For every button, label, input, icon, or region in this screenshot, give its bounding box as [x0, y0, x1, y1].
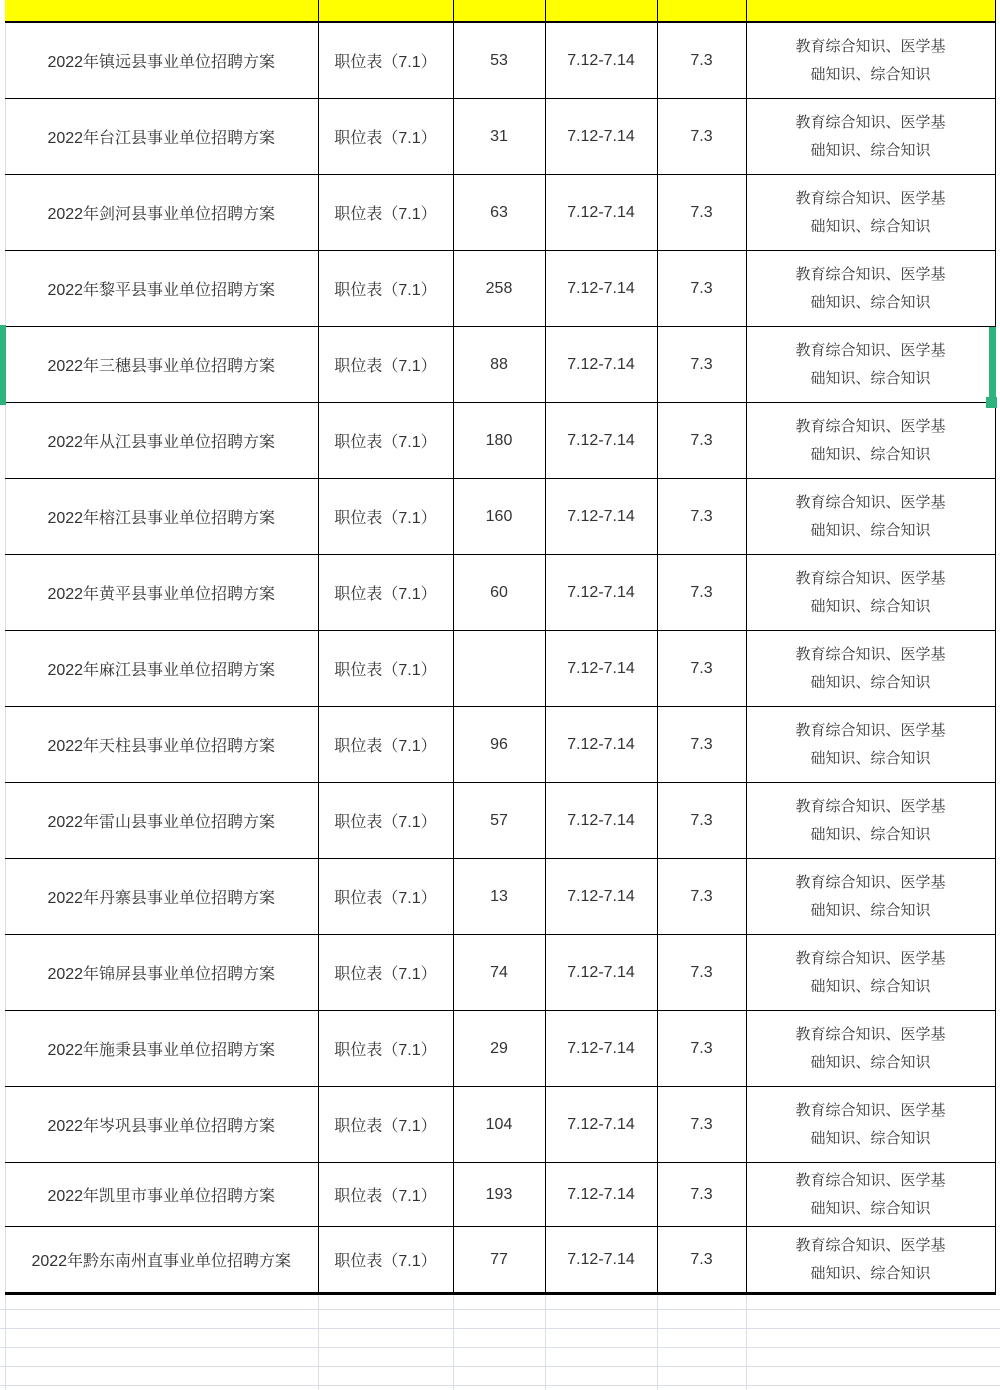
plan-name-cell[interactable]: 2022年雷山县事业单位招聘方案 — [5, 783, 318, 859]
header-cell-date-range[interactable] — [545, 0, 657, 22]
position-table-cell[interactable]: 职位表（7.1） — [318, 1011, 453, 1087]
subjects-cell[interactable] — [746, 631, 995, 707]
recruit-count-cell[interactable]: 88 — [453, 327, 545, 403]
date-cell[interactable]: 7.3 — [657, 403, 746, 479]
recruit-count-cell[interactable]: 193 — [453, 1163, 545, 1227]
recruit-count-cell[interactable]: 180 — [453, 403, 545, 479]
position-table-cell[interactable]: 职位表（7.1） — [318, 251, 453, 327]
recruit-count-cell[interactable]: 13 — [453, 859, 545, 935]
subjects-text: 教育综合知识、医学基础知识、综合知识 — [795, 341, 946, 387]
recruit-count-cell[interactable]: 258 — [453, 251, 545, 327]
date-range-cell[interactable]: 7.12-7.14 — [545, 479, 657, 555]
subjects-cell[interactable] — [746, 935, 995, 1011]
plan-name-cell[interactable]: 2022年凯里市事业单位招聘方案 — [5, 1163, 318, 1227]
date-range-cell[interactable]: 7.12-7.14 — [545, 1087, 657, 1163]
recruit-count-cell[interactable]: 29 — [453, 1011, 545, 1087]
subjects-text: 教育综合知识、医学基础知识、综合知识 — [795, 1171, 946, 1217]
date-range-cell[interactable]: 7.12-7.14 — [545, 555, 657, 631]
table-row — [5, 403, 995, 479]
date-range-cell[interactable]: 7.12-7.14 — [545, 99, 657, 175]
subjects-text: 教育综合知识、医学基础知识、综合知识 — [795, 569, 946, 615]
recruit-count-cell[interactable]: 74 — [453, 935, 545, 1011]
subjects-text: 教育综合知识、医学基础知识、综合知识 — [795, 645, 946, 691]
table-header-row — [5, 0, 995, 22]
table-row — [5, 1011, 995, 1087]
recruit-count-cell[interactable]: 77 — [453, 1227, 545, 1294]
subjects-cell[interactable] — [746, 1163, 995, 1227]
date-cell[interactable]: 7.3 — [657, 99, 746, 175]
row-selection-left-border — [0, 325, 6, 405]
plan-name-cell[interactable]: 2022年黔东南州直事业单位招聘方案 — [5, 1227, 318, 1294]
date-cell[interactable]: 7.3 — [657, 479, 746, 555]
plan-name-cell[interactable]: 2022年剑河县事业单位招聘方案 — [5, 175, 318, 251]
subjects-cell[interactable] — [746, 479, 995, 555]
gridline-horizontal — [0, 1328, 1000, 1329]
subjects-cell[interactable] — [746, 403, 995, 479]
subjects-text: 教育综合知识、医学基础知识、综合知识 — [795, 417, 946, 463]
subjects-text: 教育综合知识、医学基础知识、综合知识 — [795, 1101, 946, 1147]
date-cell[interactable]: 7.3 — [657, 327, 746, 403]
date-cell[interactable]: 7.3 — [657, 631, 746, 707]
position-table-cell[interactable]: 职位表（7.1） — [318, 631, 453, 707]
date-cell[interactable]: 7.3 — [657, 783, 746, 859]
gridline-horizontal — [0, 1347, 1000, 1348]
header-cell-plan[interactable] — [5, 0, 318, 22]
date-cell[interactable]: 7.3 — [657, 251, 746, 327]
table-row — [5, 327, 995, 403]
gridline-horizontal — [0, 1385, 1000, 1386]
subjects-cell[interactable] — [746, 783, 995, 859]
subjects-cell[interactable] — [746, 555, 995, 631]
position-table-cell[interactable]: 职位表（7.1） — [318, 1087, 453, 1163]
position-table-cell[interactable]: 职位表（7.1） — [318, 935, 453, 1011]
date-range-cell[interactable]: 7.12-7.14 — [545, 631, 657, 707]
gridline-horizontal — [0, 1309, 1000, 1310]
plan-name-cell[interactable]: 2022年台江县事业单位招聘方案 — [5, 99, 318, 175]
table-row — [5, 859, 995, 935]
date-range-cell[interactable]: 7.12-7.14 — [545, 175, 657, 251]
recruitment-plan-table — [5, 0, 996, 1295]
table-row — [5, 22, 995, 99]
date-range-cell[interactable]: 7.12-7.14 — [545, 1011, 657, 1087]
subjects-text: 教育综合知识、医学基础知识、综合知识 — [795, 265, 946, 311]
subjects-text: 教育综合知识、医学基础知识、综合知识 — [795, 721, 946, 767]
recruit-count-cell[interactable]: 104 — [453, 1087, 545, 1163]
date-range-cell[interactable]: 7.12-7.14 — [545, 1163, 657, 1227]
subjects-cell[interactable] — [746, 22, 995, 99]
position-table-cell[interactable]: 职位表（7.1） — [318, 707, 453, 783]
plan-name-cell[interactable]: 2022年岑巩县事业单位招聘方案 — [5, 1087, 318, 1163]
position-table-cell[interactable]: 职位表（7.1） — [318, 327, 453, 403]
header-cell-subjects[interactable] — [746, 0, 995, 22]
date-range-cell[interactable]: 7.12-7.14 — [545, 327, 657, 403]
date-range-cell[interactable]: 7.12-7.14 — [545, 783, 657, 859]
subjects-text: 教育综合知识、医学基础知识、综合知识 — [795, 1236, 946, 1282]
date-cell[interactable]: 7.3 — [657, 707, 746, 783]
subjects-cell[interactable] — [746, 1227, 995, 1294]
date-cell[interactable]: 7.3 — [657, 859, 746, 935]
date-range-cell[interactable]: 7.12-7.14 — [545, 403, 657, 479]
subjects-text: 教育综合知识、医学基础知识、综合知识 — [795, 493, 946, 539]
date-range-cell[interactable]: 7.12-7.14 — [545, 859, 657, 935]
position-table-cell[interactable]: 职位表（7.1） — [318, 1163, 453, 1227]
date-range-cell[interactable]: 7.12-7.14 — [545, 251, 657, 327]
date-range-cell[interactable]: 7.12-7.14 — [545, 22, 657, 99]
table-row — [5, 99, 995, 175]
date-cell[interactable]: 7.3 — [657, 1163, 746, 1227]
plan-name-cell[interactable]: 2022年三穗县事业单位招聘方案 — [5, 327, 318, 403]
gridline-horizontal — [0, 1366, 1000, 1367]
table-row — [5, 479, 995, 555]
plan-name-cell[interactable]: 2022年镇远县事业单位招聘方案 — [5, 22, 318, 99]
date-cell[interactable]: 7.3 — [657, 22, 746, 99]
recruit-count-cell[interactable] — [453, 631, 545, 707]
table-row — [5, 175, 995, 251]
header-cell-file[interactable] — [318, 0, 453, 22]
subjects-text: 教育综合知识、医学基础知识、综合知识 — [795, 797, 946, 843]
header-cell-date[interactable] — [657, 0, 746, 22]
table-row — [5, 783, 995, 859]
table-row — [5, 251, 995, 327]
subjects-cell[interactable] — [746, 859, 995, 935]
recruit-count-cell[interactable]: 60 — [453, 555, 545, 631]
position-table-cell[interactable]: 职位表（7.1） — [318, 479, 453, 555]
date-cell[interactable]: 7.3 — [657, 1227, 746, 1294]
plan-name-cell[interactable]: 2022年丹寨县事业单位招聘方案 — [5, 859, 318, 935]
plan-name-cell[interactable]: 2022年锦屏县事业单位招聘方案 — [5, 935, 318, 1011]
date-cell[interactable]: 7.3 — [657, 935, 746, 1011]
selection-fill-handle[interactable] — [986, 397, 997, 408]
table-row — [5, 1087, 995, 1163]
date-cell[interactable]: 7.3 — [657, 1087, 746, 1163]
recruit-count-cell[interactable]: 31 — [453, 99, 545, 175]
date-cell[interactable]: 7.3 — [657, 1011, 746, 1087]
plan-name-cell[interactable]: 2022年黎平县事业单位招聘方案 — [5, 251, 318, 327]
position-table-cell[interactable]: 职位表（7.1） — [318, 555, 453, 631]
date-range-cell[interactable]: 7.12-7.14 — [545, 935, 657, 1011]
plan-name-cell[interactable]: 2022年从江县事业单位招聘方案 — [5, 403, 318, 479]
table-row — [5, 631, 995, 707]
table-row — [5, 1163, 995, 1227]
table-row — [5, 707, 995, 783]
date-cell[interactable]: 7.3 — [657, 175, 746, 251]
recruit-count-cell[interactable]: 63 — [453, 175, 545, 251]
table-row — [5, 935, 995, 1011]
subjects-cell[interactable] — [746, 327, 995, 403]
header-cell-count[interactable] — [453, 0, 545, 22]
subjects-text: 教育综合知识、医学基础知识、综合知识 — [795, 189, 946, 235]
recruit-count-cell[interactable]: 57 — [453, 783, 545, 859]
subjects-cell[interactable] — [746, 707, 995, 783]
subjects-text: 教育综合知识、医学基础知识、综合知识 — [795, 949, 946, 995]
date-range-cell[interactable]: 7.12-7.14 — [545, 707, 657, 783]
recruit-count-cell[interactable]: 96 — [453, 707, 545, 783]
subjects-text: 教育综合知识、医学基础知识、综合知识 — [795, 1025, 946, 1071]
plan-name-cell[interactable]: 2022年天柱县事业单位招聘方案 — [5, 707, 318, 783]
position-table-cell[interactable]: 职位表（7.1） — [318, 859, 453, 935]
position-table-cell[interactable]: 职位表（7.1） — [318, 1227, 453, 1294]
position-table-cell[interactable]: 职位表（7.1） — [318, 99, 453, 175]
table-row — [5, 555, 995, 631]
position-table-cell[interactable]: 职位表（7.1） — [318, 22, 453, 99]
row-selection-right-border — [989, 327, 996, 397]
plan-name-cell[interactable]: 2022年麻江县事业单位招聘方案 — [5, 631, 318, 707]
subjects-cell[interactable] — [746, 251, 995, 327]
plan-name-cell[interactable]: 2022年黄平县事业单位招聘方案 — [5, 555, 318, 631]
subjects-cell[interactable] — [746, 1087, 995, 1163]
date-range-cell[interactable]: 7.12-7.14 — [545, 1227, 657, 1294]
position-table-cell[interactable]: 职位表（7.1） — [318, 403, 453, 479]
position-table-cell[interactable]: 职位表（7.1） — [318, 175, 453, 251]
plan-name-cell[interactable]: 2022年施秉县事业单位招聘方案 — [5, 1011, 318, 1087]
plan-name-cell[interactable]: 2022年榕江县事业单位招聘方案 — [5, 479, 318, 555]
position-table-cell[interactable]: 职位表（7.1） — [318, 783, 453, 859]
subjects-cell[interactable] — [746, 175, 995, 251]
recruit-count-cell[interactable]: 53 — [453, 22, 545, 99]
table-row — [5, 1227, 995, 1294]
subjects-cell[interactable] — [746, 1011, 995, 1087]
subjects-text: 教育综合知识、医学基础知识、综合知识 — [795, 113, 946, 159]
subjects-cell[interactable] — [746, 99, 995, 175]
subjects-text: 教育综合知识、医学基础知识、综合知识 — [795, 873, 946, 919]
date-cell[interactable]: 7.3 — [657, 555, 746, 631]
recruit-count-cell[interactable]: 160 — [453, 479, 545, 555]
subjects-text: 教育综合知识、医学基础知识、综合知识 — [795, 37, 946, 83]
